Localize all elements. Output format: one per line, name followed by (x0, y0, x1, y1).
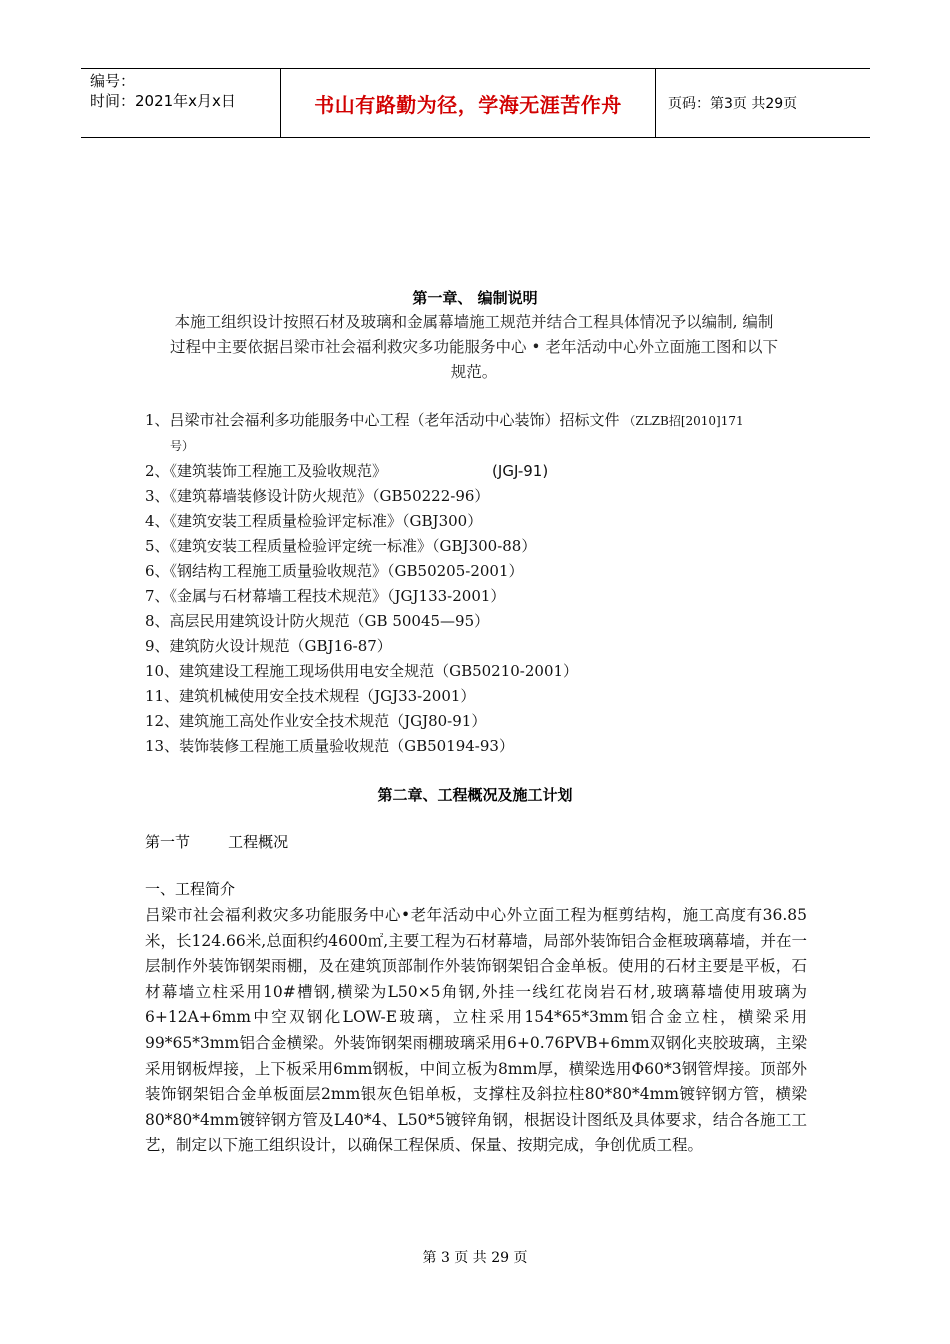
reference-item: 3、《建筑幕墙装修设计防火规范》（GB50222-96） (145, 487, 490, 505)
chapter1-intro-line2: 过程中主要依据吕梁市社会福利救灾多功能服务中心 • 老年活动中心外立面施工图和以下 (170, 338, 778, 356)
number-label: 编号： (90, 72, 136, 90)
reference-item: 10、建筑建设工程施工现场供用电安全规范（GB50210-2001） (145, 662, 579, 680)
header-motto: 书山有路勤为径，学海无涯苦作舟 (281, 69, 656, 137)
ref1-continuation: 号） (170, 439, 195, 453)
header-meta (81, 69, 281, 137)
reference-item: 1、吕梁市社会福利多功能服务中心工程（老年活动中心装饰）招标文件 （ZLZB招[2010]171 号） (145, 408, 825, 459)
reference-item: 2、《建筑装饰工程施工及验收规范》 (JGJ-91) (145, 462, 549, 480)
reference-item: 4、《建筑安装工程质量检验评定标准》（GBJ300） (145, 512, 483, 530)
reference-item: 6、《钢结构工程施工质量验收规范》（GB50205-2001） (145, 562, 524, 580)
reference-item: 13、装饰装修工程施工质量验收规范（GB50194-93） (145, 737, 514, 755)
ref1-code: （ZLZB招[2010]171 (623, 414, 744, 428)
section-label: 第一节 工程概况 (145, 833, 289, 851)
page-header (81, 68, 870, 138)
reference-item: 9、建筑防火设计规范（GBJ16-87） (145, 637, 392, 655)
chapter2-title: 第二章、工程概况及施工计划 (377, 786, 573, 804)
reference-item: 11、建筑机械使用安全技术规程（JGJ33-2001） (145, 687, 476, 705)
chapter1-intro-line1: 本施工组织设计按照石材及玻璃和金属幕墙施工规范并结合工程具体情况予以编制, 编制 (174, 313, 774, 331)
time-label: 时间：2021年x月x日 (90, 92, 236, 110)
reference-item: 8、高层民用建筑设计防火规范（GB 50045—95） (145, 612, 490, 630)
page-footer: 第 3 页 共 29 页 (422, 1250, 528, 1266)
ref2-code: (JGJ-91) (492, 462, 549, 480)
chapter1-intro-line3: 规范。 (450, 363, 498, 381)
chapter1-title: 第一章、 编制说明 (412, 289, 538, 307)
sub-section-label: 一、工程简介 (145, 880, 236, 898)
project-overview-paragraph: 吕梁市社会福利救灾多功能服务中心•老年活动中心外立面工程为框剪结构，施工高度有36.85米，长124.66米,总面积约4600㎡,主要工程为石材幕墙，局部外装饰铝合金框玻璃幕墙，并在一层制作外装饰钢架雨棚，及在建筑顶部制作外装饰钢架铝合金单板。使用的石材主要是平板，石材幕墙立柱采用10#槽钢,横梁为L50×5角钢,外挂一线红花岗岩石材,玻璃幕墙使用玻璃为6+12A+6mm中空双钢化LOW-E玻璃，立柱采用154*65*3mm铝合金立柱，横梁采用99*65*3mm铝合金横梁。外装饰钢架雨棚玻璃采用6+0.76PVB+6mm双钢化夹胶玻璃，主梁采用钢板焊接，上下板采用6mm钢板，中间立板为8mm厚，横梁选用Φ60*3钢管焊接。顶部外装饰钢架铝合金单板面层2mm银灰色铝单板，支撑柱及斜拉柱80*80*4mm镀锌钢方管，横梁80*80*4mm镀锌钢方管及L40*4、L50*5镀锌角钢，根据设计图纸及具体要求，结合各施工工艺，制定以下施工组织设计，以确保工程保质、保量、按期完成，争创优质工程。 (145, 906, 807, 1155)
header-page-info: 页码：第3页 共29页 (668, 96, 798, 112)
reference-item: 7、《金属与石材幕墙工程技术规范》（JGJ133-2001） (145, 587, 506, 605)
reference-item: 12、建筑施工高处作业安全技术规范（JGJ80-91） (145, 712, 487, 730)
reference-list (145, 408, 825, 759)
reference-item: 5、《建筑安装工程质量检验评定统一标准》（GBJ300-88） (145, 537, 537, 555)
